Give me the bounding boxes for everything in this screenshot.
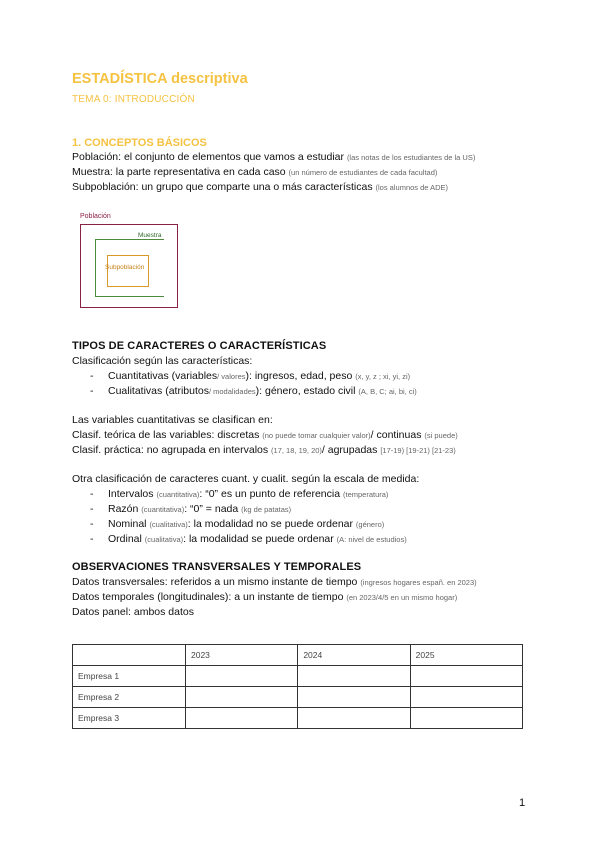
clasif-teorica: Clasif. teórica de las variables: discretas (no puede tomar cualquier valor)/ continuas (si puede) xyxy=(72,429,458,441)
diagram-subpoblacion-label: Subpoblación xyxy=(105,264,145,271)
observacion-transversales: Datos transversales: referidos a un mismo instante de tiempo (ingresos hogares españ. en 2023) xyxy=(72,576,477,588)
section-heading-tipos: TIPOS DE CARACTERES O CARACTERÍSTICAS xyxy=(72,340,327,352)
list-item xyxy=(0,487,600,502)
table-cell xyxy=(410,708,522,729)
table-header-cell: 2025 xyxy=(410,645,522,666)
table-header-cell xyxy=(73,645,186,666)
table-header-cell: 2023 xyxy=(186,645,298,666)
table-header-row xyxy=(73,645,523,666)
table-cell xyxy=(298,687,410,708)
table-cell xyxy=(186,666,298,687)
table-cell: Empresa 2 xyxy=(73,687,186,708)
bullet-text: Intervalos (cuantitativa): “0” es un punto de referencia (temperatura) xyxy=(108,488,389,500)
bullet-text: Cuantitativas (variables/ valores): ingresos, edad, peso (x, y, z ; xi, yi, zi) xyxy=(108,370,411,382)
table-cell: Empresa 1 xyxy=(73,666,186,687)
table-cell xyxy=(298,708,410,729)
diagram-subpoblacion-box xyxy=(107,255,149,287)
list-item xyxy=(0,532,600,547)
definition-term: Muestra: la parte representativa en cada caso xyxy=(72,166,286,178)
table-cell xyxy=(186,708,298,729)
table-cell xyxy=(298,666,410,687)
section-heading-conceptos: 1. CONCEPTOS BÁSICOS xyxy=(72,137,207,149)
cuantitativas-intro: Las variables cuantitativas se clasifican en: xyxy=(72,414,273,426)
bullet-text: Nominal (cualitativa): la modalidad no se puede ordenar (género) xyxy=(108,518,385,530)
table-row xyxy=(73,687,523,708)
page-number: 1 xyxy=(519,797,526,809)
diagram-poblacion-label: Población xyxy=(80,213,111,220)
section-heading-observaciones: OBSERVACIONES TRANSVERSALES Y TEMPORALES xyxy=(72,561,362,573)
clasif-practica: Clasif. práctica: no agrupada en intervalos (17, 18, 19, 20)/ agrupadas [17-19) [19-21) [21-23) xyxy=(72,444,456,456)
bullet-text: Razón (cuantitativa): “0” = nada (kg de patatas) xyxy=(108,503,292,515)
definition-poblacion xyxy=(72,150,475,165)
bullet-text: Ordinal (cualitativa): la modalidad se puede ordenar (A: nivel de estudios) xyxy=(108,533,407,545)
definition-term: Población: el conjunto de elementos que vamos a estudiar xyxy=(72,151,345,163)
table-cell: Empresa 3 xyxy=(73,708,186,729)
bullet-dash: - xyxy=(90,533,94,545)
doc-subtitle: TEMA 0: INTRODUCCIÓN xyxy=(72,94,195,105)
definition-example: (un número de estudiantes de cada facultad) xyxy=(288,168,438,177)
definition-muestra xyxy=(72,165,437,180)
observacion-panel: Datos panel: ambos datos xyxy=(72,606,194,618)
bullet-dash: - xyxy=(90,518,94,530)
bullet-dash: - xyxy=(90,370,94,382)
bullet-dash: - xyxy=(90,488,94,500)
list-item xyxy=(0,502,600,517)
list-item xyxy=(0,517,600,532)
escala-intro: Otra clasificación de caracteres cuant. y cualit. según la escala de medida: xyxy=(72,473,420,485)
definition-subpoblacion xyxy=(72,180,448,195)
table-cell xyxy=(186,687,298,708)
doc-title: ESTADÍSTICA descriptiva xyxy=(72,71,248,87)
panel-data-table xyxy=(72,644,523,729)
definition-term: Subpoblación: un grupo que comparte una o más características xyxy=(72,181,373,193)
definition-example: (las notas de los estudiantes de la US) xyxy=(346,153,476,162)
table-header-cell: 2024 xyxy=(298,645,410,666)
diagram-muestra-label: Muestra xyxy=(138,232,162,239)
definition-example: (los alumnos de ADE) xyxy=(375,183,449,192)
list-item xyxy=(0,369,600,384)
bullet-dash: - xyxy=(90,385,94,397)
observacion-temporales: Datos temporales (longitudinales): a un instante de tiempo (en 2023/4/5 en un mismo hogar) xyxy=(72,591,458,603)
table-cell xyxy=(410,666,522,687)
list-item xyxy=(0,384,600,399)
bullet-dash: - xyxy=(90,503,94,515)
clasificacion-intro: Clasificación según las características: xyxy=(72,355,253,367)
table-cell xyxy=(410,687,522,708)
table-row xyxy=(73,708,523,729)
table-row xyxy=(73,666,523,687)
bullet-text: Cualitativas (atributos/ modalidades): género, estado civil (A, B, C; ai, bi, ci) xyxy=(108,385,417,397)
